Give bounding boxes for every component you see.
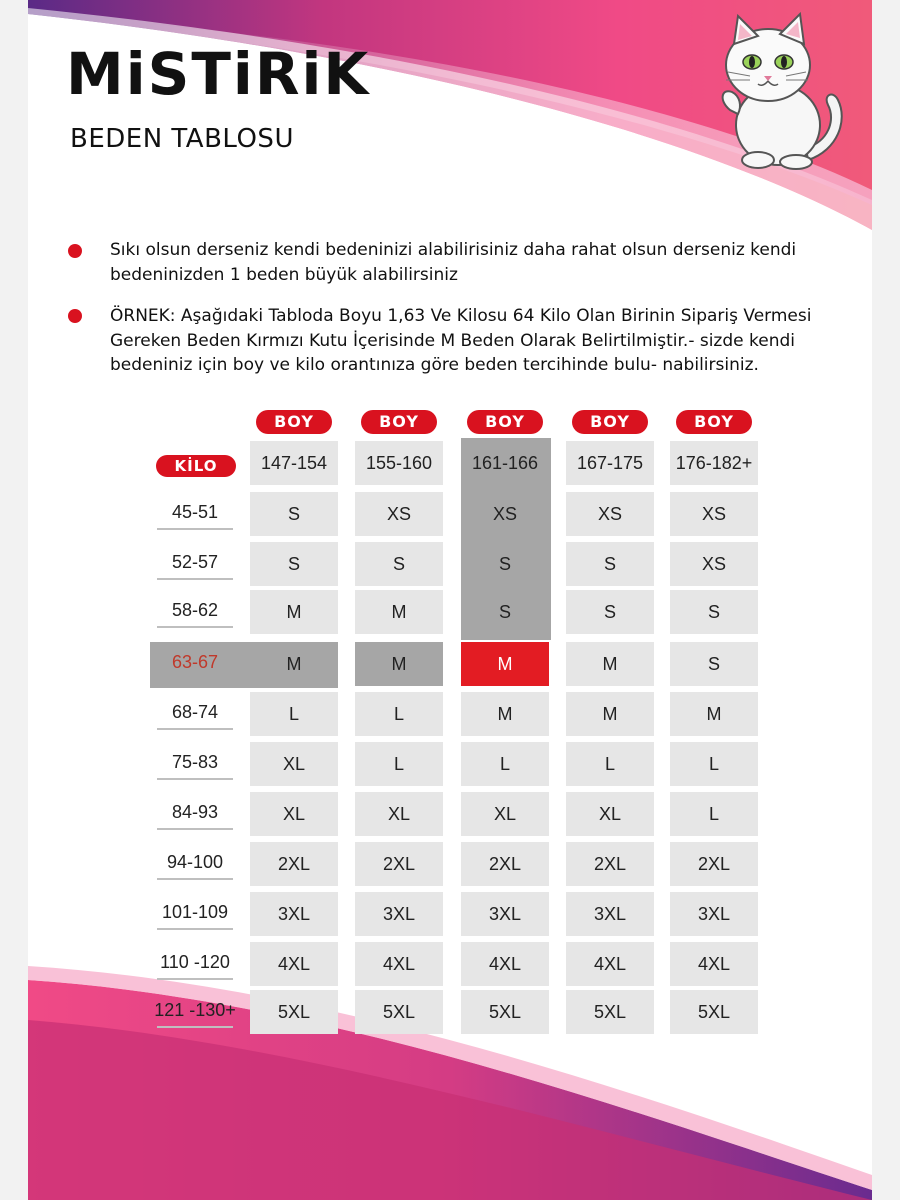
size-cell: 4XL xyxy=(461,942,549,986)
row-underline xyxy=(157,828,233,830)
size-cell: S xyxy=(250,492,338,536)
size-cell: 5XL xyxy=(670,990,758,1034)
size-cell: 2XL xyxy=(670,842,758,886)
row-underline xyxy=(157,728,233,730)
kilo-row-label: 94-100 xyxy=(153,842,237,886)
kilo-row-label: 58-62 xyxy=(153,590,237,634)
size-cell: 4XL xyxy=(566,942,654,986)
kilo-row-label: 52-57 xyxy=(153,542,237,586)
size-cell: 4XL xyxy=(355,942,443,986)
size-cell: 3XL xyxy=(250,892,338,936)
boy-header-pill: BOY xyxy=(467,410,543,434)
size-cell: L xyxy=(355,742,443,786)
size-cell: S xyxy=(250,542,338,586)
kilo-row-label: 110 -120 xyxy=(153,942,237,986)
row-underline xyxy=(157,626,233,628)
size-cell: 5XL xyxy=(461,990,549,1034)
size-cell: L xyxy=(670,742,758,786)
size-cell: S xyxy=(670,590,758,634)
size-cell: 5XL xyxy=(250,990,338,1034)
boy-header-pill: BOY xyxy=(676,410,752,434)
size-cell: M xyxy=(250,642,338,686)
size-cell: S xyxy=(670,642,758,686)
row-underline xyxy=(157,1026,233,1028)
kilo-row-label: 45-51 xyxy=(153,492,237,536)
height-header-cell: 161-166 xyxy=(461,441,549,485)
size-cell: S xyxy=(355,542,443,586)
size-cell: L xyxy=(355,692,443,736)
size-cell: 2XL xyxy=(250,842,338,886)
brand-logo-text: MiSTiRiK xyxy=(66,40,371,108)
size-cell: S xyxy=(566,590,654,634)
size-cell: M xyxy=(250,590,338,634)
size-cell: L xyxy=(461,742,549,786)
height-header-cell: 167-175 xyxy=(566,441,654,485)
bullet-icon xyxy=(68,244,82,258)
size-cell: S xyxy=(461,542,549,586)
size-cell: M xyxy=(566,642,654,686)
height-header-cell: 155-160 xyxy=(355,441,443,485)
size-cell: 5XL xyxy=(566,990,654,1034)
size-cell: XS xyxy=(355,492,443,536)
row-underline xyxy=(157,878,233,880)
boy-header-pill: BOY xyxy=(361,410,437,434)
size-cell: XL xyxy=(566,792,654,836)
size-cell: M xyxy=(355,590,443,634)
row-underline xyxy=(157,528,233,530)
size-cell: M xyxy=(461,692,549,736)
size-cell: XS xyxy=(670,542,758,586)
boy-header-pill: BOY xyxy=(572,410,648,434)
size-cell: S xyxy=(461,590,549,634)
size-cell: 2XL xyxy=(566,842,654,886)
size-cell: L xyxy=(250,692,338,736)
cat-mascot-icon xyxy=(688,10,848,170)
bullet-icon xyxy=(68,309,82,323)
row-underline xyxy=(157,778,233,780)
size-cell: 3XL xyxy=(461,892,549,936)
size-cell: L xyxy=(566,742,654,786)
kilo-row-label: 63-67 xyxy=(171,652,219,672)
size-cell: 4XL xyxy=(670,942,758,986)
size-cell: S xyxy=(566,542,654,586)
size-cell: XL xyxy=(250,742,338,786)
row-underline xyxy=(157,578,233,580)
kilo-header-pill: KİLO xyxy=(156,455,236,477)
row-underline xyxy=(157,928,233,930)
note-comfort: Sıkı olsun derseniz kendi bedeninizi alabilirisiniz daha rahat olsun derseniz kendi bedeninizden 1 beden büyük alabilirsiniz xyxy=(110,240,797,285)
boy-header-pill: BOY xyxy=(256,410,332,434)
size-cell: XS xyxy=(566,492,654,536)
height-header-cell: 176-182+ xyxy=(670,441,758,485)
size-cell: M xyxy=(670,692,758,736)
kilo-row-label: 68-74 xyxy=(153,692,237,736)
size-cell: 3XL xyxy=(355,892,443,936)
size-chart-page xyxy=(28,0,872,1200)
size-cell: 5XL xyxy=(355,990,443,1034)
size-cell: XL xyxy=(250,792,338,836)
size-cell: 3XL xyxy=(566,892,654,936)
size-cell: M xyxy=(355,642,443,686)
kilo-row-label: 101-109 xyxy=(153,892,237,936)
row-underline xyxy=(157,978,233,980)
size-cell: L xyxy=(670,792,758,836)
size-cell: XL xyxy=(355,792,443,836)
size-cell: 2XL xyxy=(461,842,549,886)
page-subtitle: BEDEN TABLOSU xyxy=(70,124,294,154)
kilo-row-label: 121 -130+ xyxy=(153,990,237,1034)
size-cell: 4XL xyxy=(250,942,338,986)
size-cell: M xyxy=(461,642,549,686)
size-cell: XS xyxy=(670,492,758,536)
size-cell: XL xyxy=(461,792,549,836)
height-header-cell: 147-154 xyxy=(250,441,338,485)
size-cell: M xyxy=(566,692,654,736)
size-cell: 2XL xyxy=(355,842,443,886)
kilo-row-label: 84-93 xyxy=(153,792,237,836)
kilo-row-label: 75-83 xyxy=(153,742,237,786)
size-cell: 3XL xyxy=(670,892,758,936)
size-cell: XS xyxy=(461,492,549,536)
note-example: ÖRNEK: Aşağıdaki Tabloda Boyu 1,63 Ve Kilosu 64 Kilo Olan Birinin Sipariş Vermesi Gereken Beden Kırmızı Kutu İçerisinde M Beden Olarak Belirtilmiştir.- sizde kendi bedeniniz için boy ve kilo orantınıza göre beden tercihinde bulu- nabilirsiniz. xyxy=(110,306,812,375)
